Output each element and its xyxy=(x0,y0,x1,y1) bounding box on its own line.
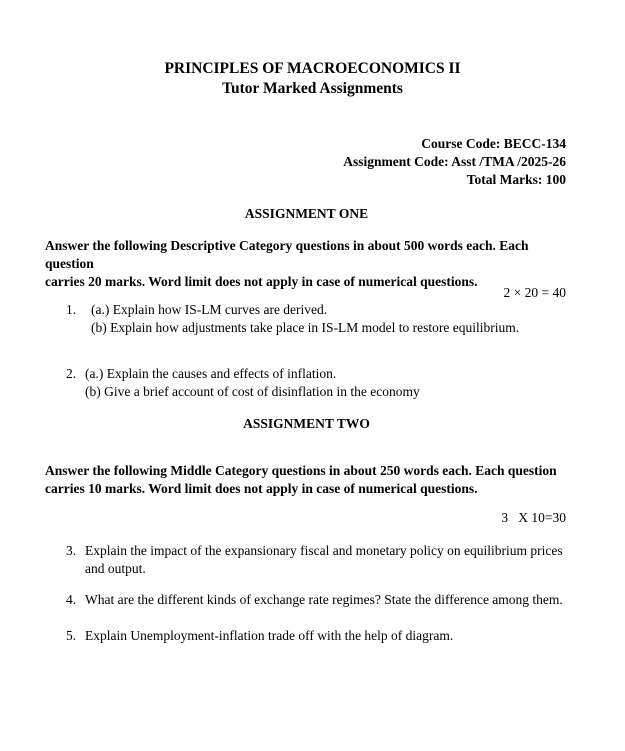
document-title: PRINCIPLES OF MACROECONOMICS II xyxy=(164,60,461,77)
question-text: What are the different kinds of exchange rate regimes? State the difference among them. xyxy=(85,592,563,607)
question-number: 3. xyxy=(66,543,77,558)
question-number: 1. xyxy=(66,302,77,317)
document-subtitle: Tutor Marked Assignments xyxy=(222,80,403,97)
instruction-line: Answer the following Middle Category questions in about 250 words each. Each question xyxy=(45,463,557,478)
course-code: Course Code: BECC-134 xyxy=(421,136,566,151)
question-part: (b) Explain how adjustments take place in IS-LM model to restore equilibrium. xyxy=(91,320,520,335)
question-text: Explain the impact of the expansionary fiscal and monetary policy on equilibrium prices xyxy=(85,543,563,558)
question-5 xyxy=(66,627,453,645)
total-marks: Total Marks: 100 xyxy=(466,172,566,187)
question-4 xyxy=(66,591,563,609)
question-part: (a.) Explain the causes and effects of inflation. xyxy=(85,366,337,381)
question-1 xyxy=(66,301,519,337)
question-3 xyxy=(66,542,563,578)
assignment-two-instructions xyxy=(45,462,580,498)
question-part: (a.) Explain how IS-LM curves are derived. xyxy=(91,302,328,317)
instruction-line: Answer the following Descriptive Category questions in about 500 words each. Each question xyxy=(45,238,529,271)
question-number: 2. xyxy=(66,366,77,381)
question-part: (b) Give a brief account of cost of disinflation in the economy xyxy=(85,384,420,399)
assignment-code: Assignment Code: Asst /TMA /2025-26 xyxy=(343,154,566,169)
assignment-one-marks: 2 × 20 = 40 xyxy=(503,285,566,300)
assignment-one-heading: ASSIGNMENT ONE xyxy=(244,206,369,221)
question-2 xyxy=(66,365,420,401)
question-text: Explain Unemployment-inflation trade off with the help of diagram. xyxy=(85,628,454,643)
assignment-one-instructions xyxy=(45,237,580,291)
question-number: 5. xyxy=(66,628,77,643)
instruction-line: carries 10 marks. Word limit does not apply in case of numerical questions. xyxy=(45,481,478,496)
question-number: 4. xyxy=(66,592,77,607)
question-text: and output. xyxy=(85,561,146,576)
assignment-two-marks: 3 X 10=30 xyxy=(501,510,566,525)
assignment-two-heading: ASSIGNMENT TWO xyxy=(243,416,370,431)
instruction-line: carries 20 marks. Word limit does not apply in case of numerical questions. xyxy=(45,274,478,289)
